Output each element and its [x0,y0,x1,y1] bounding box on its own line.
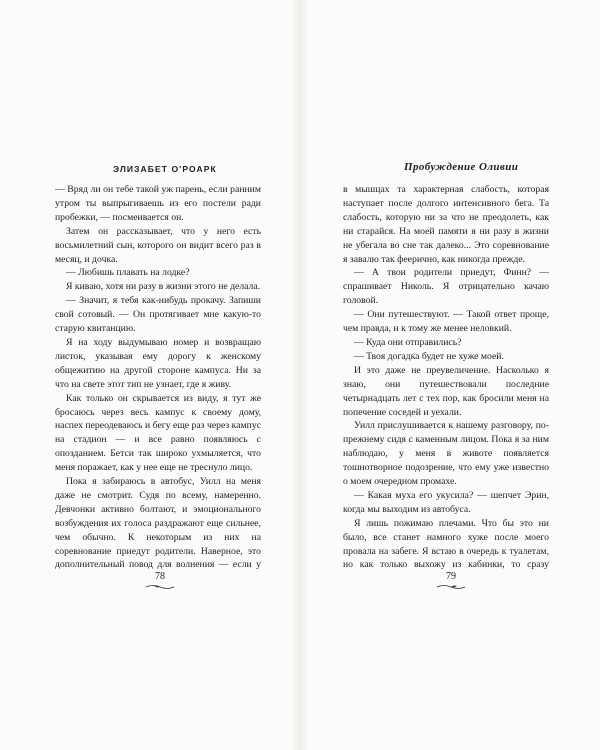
right-page [300,0,600,750]
paragraph: — Твоя догадка будет не хуже моей. [354,350,504,362]
paragraph: Пока я забираюсь в автобус, Уилл на меня даже не смотрит. Судя по всему, намеренно. Девчонки активно болтают, и эмоционального возбуждения их голоса раздражают еще сильнее, чем обычно. К некоторым из них на соревнование приедут родители. Наверное, это дополнительный повод для волнения — если у [55,476,261,571]
body-text [343,183,549,573]
leaf-ornament-icon [140,584,180,590]
running-head-title: Пробуждение Оливии [404,161,519,173]
page-folio [140,571,180,590]
paragraph: — Они путешествуют. — Такой ответ проще, чем правда, и к тому же менее неловкий. [343,309,549,335]
paragraph: — Какая муха его укусила? — шепчет Эрин, когда мы выходим из автобуса. [343,489,549,515]
paragraph: И это даже не преувеличение. Насколько я знаю, они путешествовали последние четырнадцать лет с тех пор, как бросили меня на попечение соседей и уехали. [343,364,549,418]
body-text [55,183,261,573]
paragraph: Уилл прислушивается к нашему разговору, по-прежнему сидя с каменным лицом. Пока я за ним наблюдаю, у меня в животе появляется тошнотворное подозрение, что ему уже известно о моем очередном промахе. [343,420,549,488]
paragraph: — А твои родители приедут, Финн? — спрашивает Николь. Я отрицательно качаю головой. [343,267,549,307]
page-folio [431,571,471,590]
leaf-ornament-icon [431,584,471,590]
paragraph: Я киваю, хотя ни разу в жизни этого не делала. [66,281,261,293]
paragraph: Я на ходу выдумываю номер и возвращаю листок, указывая ему дорогу к женскому общежитию на другой стороне кампуса. Ни за что на свете этот тип не узнает, где я живу. [55,336,261,390]
paragraph: Я лишь пожимаю плечами. Что бы это ни было, все станет намного хуже после моего провала на забеге. Я встаю в очередь к туалетам, но как только выхожу из кабинки, то сразу [343,517,549,571]
paragraph: — Значит, я тебя как-нибудь прокачу. Запиши свой сотовый. — Он протягивает мне какую-то старую квитанцию. [55,295,261,335]
page-number: 79 [446,571,456,582]
paragraph: — Куда они отправились? [354,336,462,348]
paragraph: — Любишь плавать на лодке? [66,267,190,279]
page-number: 78 [155,571,165,582]
paragraph: — Вряд ли он тебе такой уж парень, если ранним утром ты выпрыгиваешь из его постели ради пробежки, — посмеивается он. [55,184,261,223]
running-head-author: ЭЛИЗАБЕТ О'РОАРК [113,164,217,174]
paragraph: Как только он скрывается из виду, я тут же бросаюсь через весь кампус к своему дому, наспех переодеваюсь и бегу еще раз через кампус на стадион — и все равно появляюсь с опозданием. Бетси так широко ухмыляется, что меня поражает, как у нее еще не треснуло лицо. [55,392,261,474]
paragraph: Затем он рассказывает, что у него есть восьмилетний сын, которого он видит всего раз в месяц, и дочка. [55,225,261,265]
paragraph: в мышцах та характерная слабость, которая наступает после долгого интенсивного бега. Та слабость, которую ни за что не преодолеть, как ни старайся. На моей памяти я ни разу в жизни не убегала во сне так далеко... Это соревнование я завалю так феерично, как никогда прежде. [343,184,549,265]
